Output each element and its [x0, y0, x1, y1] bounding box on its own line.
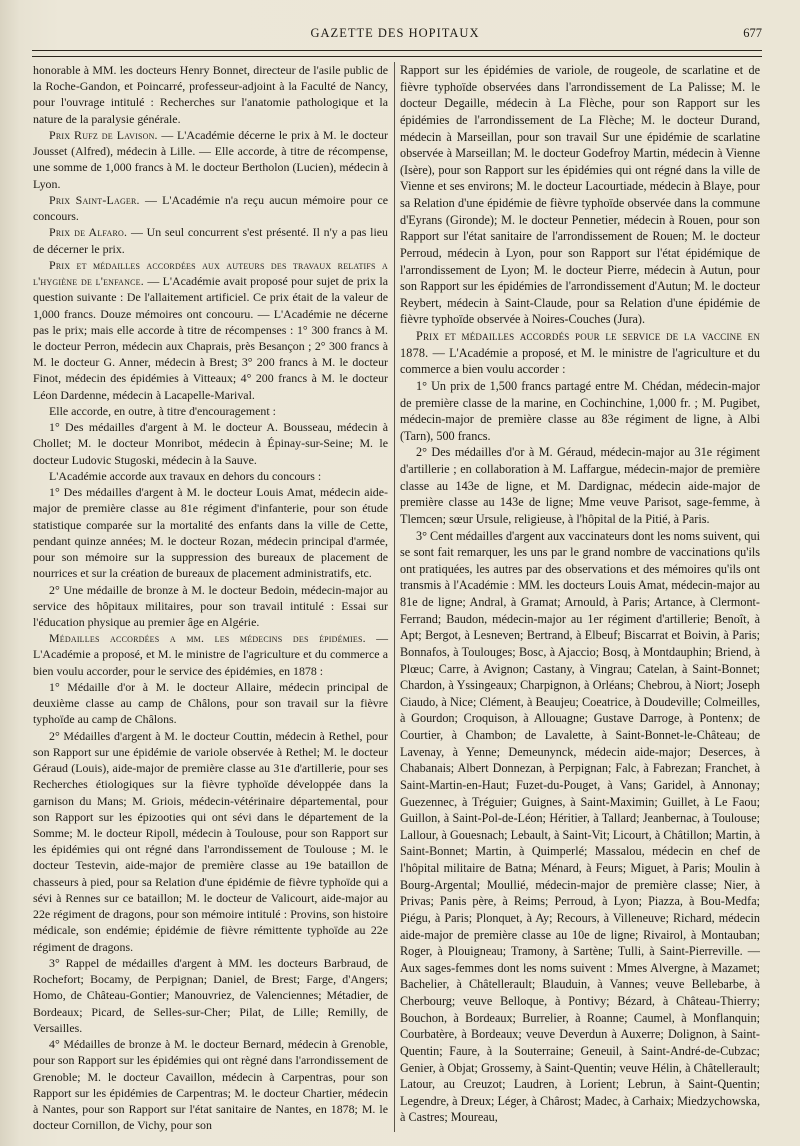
column-divider: [394, 62, 395, 1132]
paragraph: [400, 328, 760, 378]
paragraph-text: — L'Académie a proposé, et M. le ministre de l'agriculture et du commerce a bien voulu accorder, pour le service des épidémies, en 1878 :: [33, 631, 388, 678]
section-heading: Prix Saint-Lager.: [49, 192, 140, 207]
paragraph: 2° Médailles d'argent à M. le docteur Couttin, médecin à Rethel, pour son Rapport sur une épidémie de variole observée à Rethel; M. le docteur Géraud (Louis), aide-major de première classe au 31e d'artillerie, pour ses Recherches étiologiques sur la fièvre typhoïde développée dans la garnison du Mans; M. Griois, médecin-vétérinaire départemental, pour son Rapport sur les épizooties qui ont sévi dans le département de la Somme; M. le docteur Ripoll, médecin à Toulouse, pour son Rapport sur les épidémies qui ont régné dans l'arrondissement de Toulouse ; M. le docteur Testevin, aide-major de première classe au 19e bataillon de chasseurs à pied, pour sa Relation d'une épidémie de fièvre typhoïde qui a sévi à Rennes sur ce bataillon; M. le docteur de Valicourt, aide-major au 22e régiment de dragons, pour son mémoire intitulé : Provins, son histoire médicale, son endémie; épidémie de fièvre rémittente typhoïde au 22e régiment de dragons.: [33, 728, 388, 954]
paragraph-text: — L'Académie n'a reçu aucun mémoire pour ce concours.: [33, 192, 388, 224]
paragraph: 2° Des médailles d'or à M. Géraud, médecin-major au 31e régiment d'artillerie ; en collaboration à M. Laffargue, médecin-major de première classe au 143e de ligne, et M. Dardignac, médecin aide-major de première classe au 143e de ligne; Mme veuve Parisot, sage-femme, à Tlemcen; sœur Ursule, religieuse, à l'hôpital de la Pitié, à Paris.: [400, 445, 760, 526]
paragraph: 3° Cent médailles d'argent aux vaccinateurs dont les noms suivent, qui se sont fait remarquer, les uns par le grand nombre de vaccinations qu'ils ont pratiquées, les autres par des observations et des mémoires qu'ils ont transmis à l'Académie : MM. les docteurs Louis Amat, médecin-major au 81e de ligne; Andral, à Gramat; Arnould, à Paris; Artance, à Clermont-Ferrand; Baudon, médecin-major au 1er régiment d'artillerie; Benoît, à Apt; Bergot, à Lesneven; Bertrand, à Elbeuf; Biscarrat et Boivin, à Paris; Bonnafos, à Toulouges; Bosc, à Ajaccio; Bosq, à Montdauphin; Briend, à Plœuc; Carre, à Avignon; Castany, à Vingrau; Catelan, à Saint-Bonnet; Chardon, à Yssingeaux; Charpignon, à Orléans; Chebrou, à Niort; Joseph Ciaudo, à Nice; Clément, à Beaujeu; Coeatrice, à Doudeville; Colmeilles, à Gourdon; Croquison, à Allouagne; Gustave Darroge, à Pontenx; de Courtier, à Chambon; de Lavalette, à Saint-Bonnet-le-Château; de Lavenay, à Yenne; Demeunynck, médecin aide-major; Deserces, à Chabanais; Albert Donnezan, à Perpignan; Falc, à Fabrezan; Franchet, à Saint-Martin-en-Haut; Fuzet-du-Pouget, à Vans; Garidel, à Annonay; Guezennec, à Tréguier; Guignes, à Saint-Maximin; Guillet, à Le Faou; Guillon, à Saint-Pol-de-Léon; Héritier, à Tallard; Jeanbernac, à Toulouse; Lallour, à Gouesnach; Lebault, à Saint-Vit; Licourt, à Châtillon; Martin, à Saint-Bonnet; Martin, à Quimperlé; Massalou, médecin en chef de l'hôpital militaire de Batna; Ménard, à Feurs; Miguet, à Paris; Moulin à Bourg-Argental; Moullié, médecin-major de première classe; Nier, à Privas; Panis père, à Reims; Perroud, à Lyon; Piazza, à Bou-Medfa; Piégu, à Paris; Plonquet, à Ay; Recours, à Villeneuve; Richard, médecin aide-major de première classe au 10e de ligne; Rivairol, à Montauban; Roger, à Plouigneau; Tramony, à Sartène; Tulli, à Saint-Pierreville. — Aux sages-femmes dont les noms suivent : Mmes Alvergne, à Mazamet; Bachelier, à Châtellerault; Blauduin, à Vannes; veuve Bellebarbe, à Cherbourg; veuve Belloque, à Pontivy; Bézard, à Château-Thierry; Bouchon, à Bordeaux; Burrelier, à Roanne; Caumel, à Monflanquin; Courbatère, à Bordeaux; veuve Deverdun à Auxerre; Dolignon, à Saint-Quentin; Faure, à la Souterraine; Geneuil, à Saint-André-de-Cubzac; Genier, à Objat; Grossemy, à Saint-Quentin; veuve Hélin, à Châtellerault; Latour, au Creuzot; Laudren, à Lorient; Lebrun, à Saint-Quentin; Legendre, à Dreux; Léger, à Chârost; Madec, à Carhaix; Miedzychowska, à Castres; Moureau,: [400, 528, 760, 1125]
section-heading: Médailles accordées a mm. les médecins des épidémies.: [49, 631, 366, 646]
paragraph: [33, 224, 388, 256]
paragraph: L'Académie accorde aux travaux en dehors du concours :: [49, 468, 322, 483]
header-rule-thick: [32, 50, 762, 51]
paragraph-text: — L'Académie décerne le prix à M. le docteur Jousset (Alfred), médecin à Lille. — Elle accorde, à titre de récompense, une somme de 1,000 francs à M. le docteur Bertholon (Lucien), médecin à Lyon.: [33, 127, 388, 191]
paragraph: Elle accorde, en outre, à titre d'encouragement :: [49, 403, 276, 418]
paragraph: Rapport sur les épidémies de variole, de rougeole, de scarlatine et de fièvre typhoïde observées dans l'arrondissement de La Palisse; M. le docteur Degaille, médecin à La Flèche, pour son Rapport sur les épidémies de l'arrondissement de La Flèche; M. le docteur Durand, médecin à Marseillan, pour son travail Sur une épidémie de scarlatine observée à Marseillan; M. le docteur Godefroy Martin, médecin à Vienne (Isère), pour son Rapport sur les épidémies qui ont régné dans la ville de Vienne et ses environs; M. le docteur Lacourtiade, médecin à Blaye, pour sa Relation d'une épidémie de fièvre typhoïde observée dans la commune d'Eyrans (Gironde); M. le docteur Pennetier, médecin à Rouen, pour son Rapport sur l'état sanitaire de l'arrondissement de Rouen; M. le docteur Perroud, médecin à Lyon, pour son Rapport sur l'état épidémique de l'arrondissement de Lyon; M. le docteur Pierre, médecin à Autun, pour son Rapport sur les épidémies de l'arrondissement d'Autun; M. le docteur Reybert, médecin à Saint-Claude, pour sa Relation d'une épidémie de fièvre typhoïde observée à Noires-Couches (Jura).: [400, 63, 760, 327]
paragraph: 2° Une médaille de bronze à M. le docteur Bedoin, médecin-major au service des hôpitaux militaires, pour son travail intitulé : Essai sur l'éducation physique au premier âge en Algérie.: [33, 582, 388, 629]
paragraph: 1° Un prix de 1,500 francs partagé entre M. Chédan, médecin-major de première classe de la marine, en Cochinchine, 1,000 fr. ; M. Pugibet, médecin-major de première classe au 83e régiment de ligne, à Albi (Tarn), 500 francs.: [400, 378, 760, 443]
paragraph: 4° Médailles de bronze à M. le docteur Bernard, médecin à Grenoble, pour son Rapport sur les épidémies qui ont règné dans l'arrondissement de Grenoble; M. le docteur Cavaillon, médecin à Carpentras, pour son Rapport sur les épidémies de Carpentras; M. le docteur Chartier, médecin à Nantes, pour son Rapport sur l'état sanitaire de Nantes, en 1878; M. le docteur Cornillon, de Vichy, pour son: [33, 1037, 388, 1133]
section-heading: Prix Rufz de Lavison.: [49, 127, 158, 142]
paragraph-text: — Un seul concurrent s'est présenté. Il n'y a pas lieu de décerner le prix.: [33, 225, 388, 256]
right-column: [400, 62, 760, 1126]
paragraph-text: — L'Académie avait proposé pour sujet de prix la question suivante : De l'allaitement artificiel. Ce prix était de la valeur de 1,000 francs. Douze mémoires ont concouru. — L'Académie ne décerne pas le prix; mais elle accorde à titre de récompenses : 1° 300 francs à M. le docteur Perron, médecin aux Chaprais, près Besançon ; 2° 300 francs à M. le docteur G. Anner, médecin à Brest; 3° 200 francs à M. le docteur Finot, médecin des épidémies à Vitteaux; 4° 200 francs à M. le docteur Léon Dardenne, médecin à Lacapelle-Marival.: [33, 274, 388, 402]
paragraph: [33, 257, 388, 403]
section-heading: Prix et médailles accordés pour le service de la vaccine en 1878.: [400, 329, 760, 360]
paragraph: honorable à MM. les docteurs Henry Bonnet, directeur de l'asile public de la Roche-Gandon, et Poincarré, professeur-adjoint à la Faculté de Nancy, pour l'ouvrage intitulé : Recherches sur l'anatomie pathologique et la nature de la paralysie générale.: [33, 63, 388, 126]
paragraph: 3° Rappel de médailles d'argent à MM. les docteurs Barbraud, de Rochefort; Bocamy, de Perpignan; Daniel, de Brest; Farge, d'Angers; Homo, de Château-Gontier; Manouvriez, de Valenciennes; Métadier, de Bordeaux; Picard, de Selles-sur-Cher; Pilat, de Lille; Remilly, de Versailles.: [33, 955, 388, 1035]
paragraph: 1° Des médailles d'argent à M. le docteur Louis Amat, médecin aide-major de première classe au 81e régiment d'infanterie, pour son étude statistique comparée sur la mortalité des enfants dans la ville de Cette, pendant quinze années; M. le docteur Rozan, médecin principal d'armée, pour son mémoire sur la suppression des bureaux de placement de nourrices et sur la création de bureaux de placement administratifs, etc.: [33, 485, 388, 581]
section-heading: Prix et médailles accordées aux auteurs des travaux relatifs a l'hygiène de l'enfance.: [33, 257, 388, 289]
paragraph: [33, 192, 388, 224]
paragraph: 1° Médaille d'or à M. le docteur Allaire, médecin principal de deuxième classe au camp de Châlons, pour son travail sur la fièvre typhoïde au camp de Châlons.: [33, 679, 388, 727]
paragraph: [33, 127, 388, 192]
journal-title: GAZETTE DES HOPITAUX: [310, 26, 480, 40]
paragraph-text: — L'Académie a proposé, et M. le ministre de l'agriculture et du commerce a bien voulu accorder :: [400, 345, 760, 377]
page-number: 677: [743, 26, 762, 40]
header-rule-thin: [32, 56, 762, 57]
paragraph: [33, 630, 388, 679]
page-header: [28, 22, 762, 46]
left-column: [33, 62, 388, 1133]
section-heading: Prix de Alfaro.: [49, 225, 128, 240]
paragraph: 1° Des médailles d'argent à M. le docteur A. Bousseau, médecin à Chollet; M. le docteur Monribot, médecin à Épinay-sur-Seine; M. le docteur Ludovic Stugoski, médecin à la Sauve.: [33, 420, 388, 467]
